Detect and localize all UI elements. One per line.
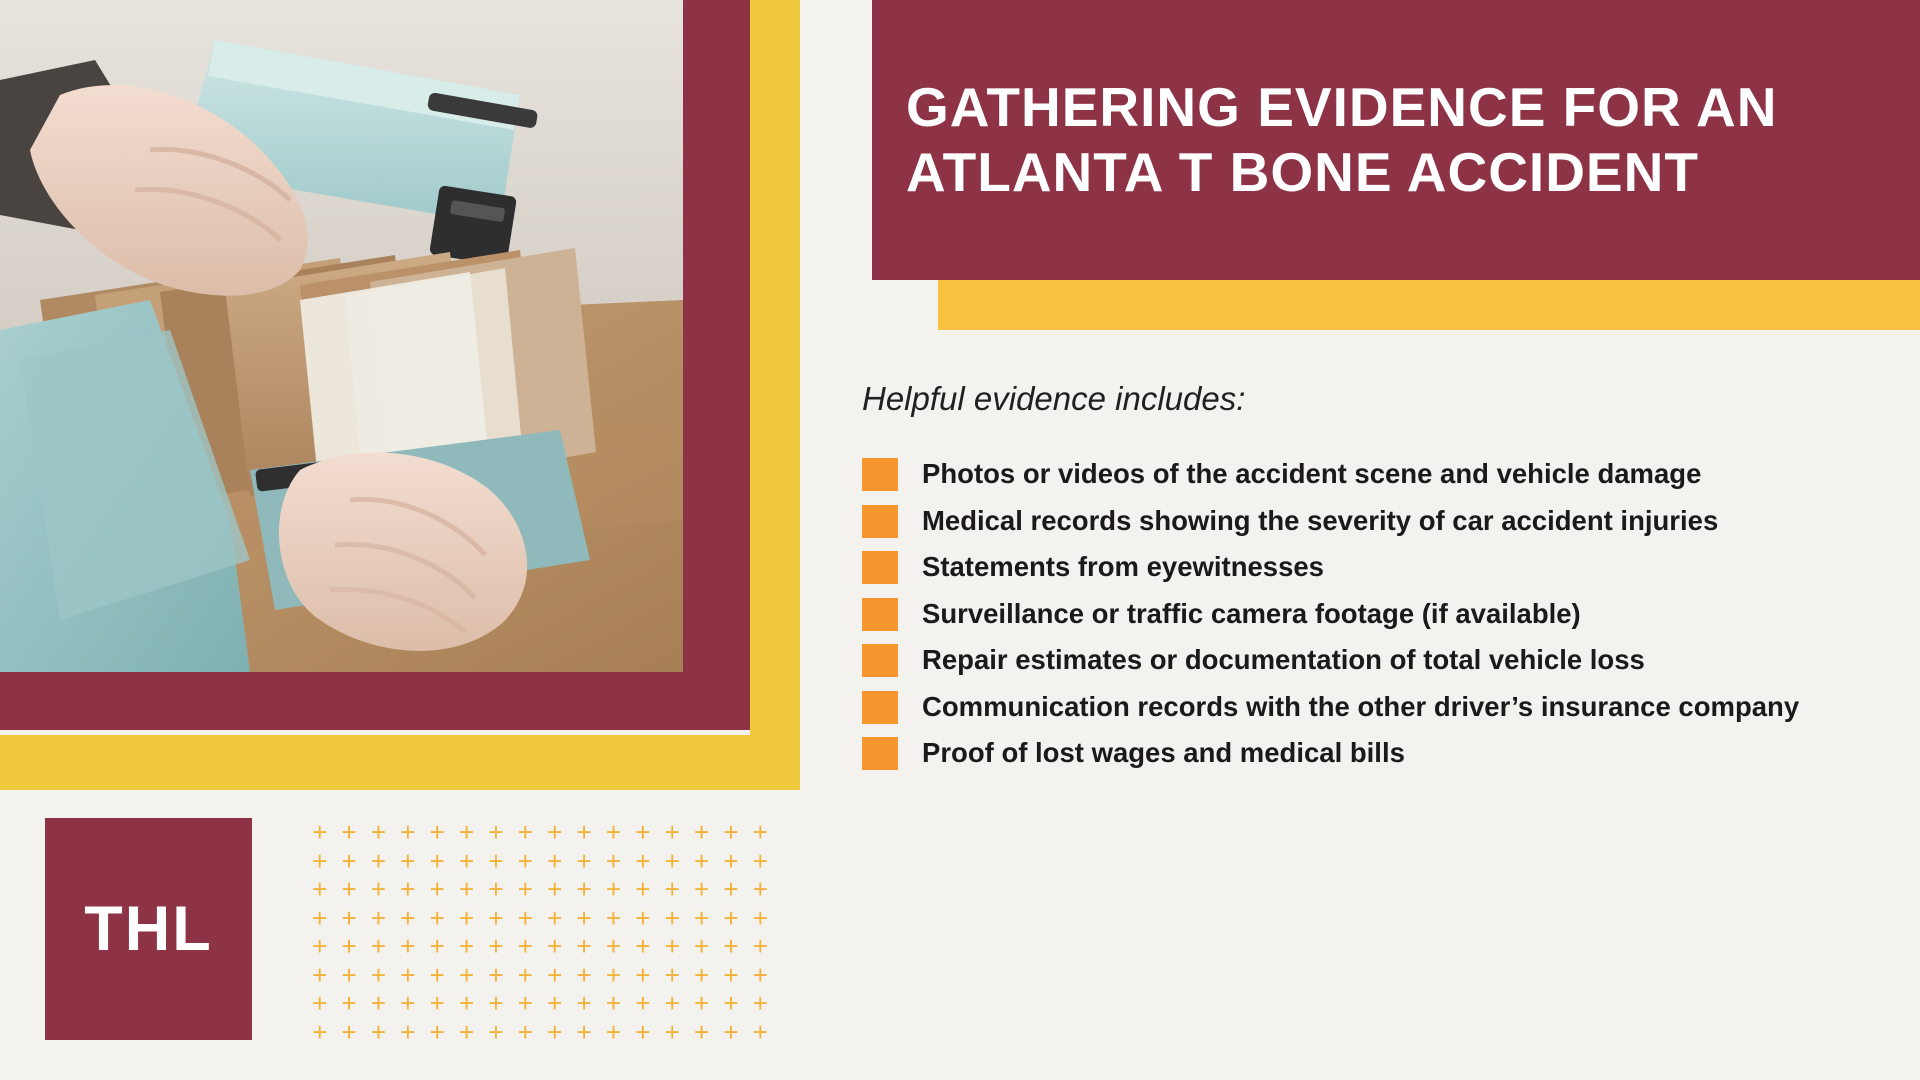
page-title: GATHERING EVIDENCE FOR AN ATLANTA T BONE ACCIDENT — [906, 76, 1778, 203]
plus-glyph: + — [723, 817, 739, 848]
plus-glyph: + — [341, 817, 357, 848]
plus-glyph: + — [341, 902, 357, 933]
plus-glyph: + — [429, 959, 445, 990]
plus-glyph: + — [635, 817, 651, 848]
plus-glyph: + — [547, 874, 563, 905]
plus-glyph: + — [693, 845, 710, 876]
list-item-label: Photos or videos of the accident scene and vehicle damage — [922, 458, 1702, 489]
plus-glyph: + — [693, 902, 710, 933]
plus-glyph: + — [693, 931, 710, 962]
plus-glyph: + — [400, 874, 416, 905]
plus-glyph: + — [488, 845, 504, 876]
plus-glyph: + — [664, 817, 680, 848]
plus-glyph: + — [576, 817, 592, 848]
plus-glyph: + — [547, 817, 563, 848]
plus-glyph: + — [576, 959, 592, 990]
plus-glyph: + — [312, 1016, 328, 1047]
list-item — [862, 638, 1902, 683]
plus-glyph: + — [341, 1016, 357, 1047]
plus-glyph: + — [752, 817, 768, 848]
plus-glyph: + — [341, 845, 357, 876]
plus-glyph: + — [723, 988, 739, 1019]
plus-glyph: + — [312, 845, 328, 876]
plus-dot-pattern — [305, 818, 775, 1046]
plus-glyph: + — [370, 931, 387, 962]
title-banner — [872, 0, 1920, 280]
plus-glyph: + — [370, 1016, 387, 1047]
plus-glyph: + — [664, 988, 680, 1019]
plus-glyph: + — [312, 931, 328, 962]
plus-glyph: + — [488, 959, 504, 990]
plus-glyph: + — [635, 874, 651, 905]
plus-glyph: + — [693, 1016, 710, 1047]
plus-glyph: + — [664, 931, 680, 962]
plus-glyph: + — [723, 902, 739, 933]
plus-glyph: + — [605, 845, 622, 876]
plus-glyph: + — [693, 874, 710, 905]
plus-glyph: + — [312, 874, 328, 905]
plus-glyph: + — [517, 817, 533, 848]
plus-glyph: + — [517, 902, 533, 933]
plus-glyph: + — [400, 931, 416, 962]
list-item-label: Communication records with the other driver’s insurance company — [922, 690, 1800, 722]
plus-glyph: + — [429, 874, 445, 905]
plus-glyph: + — [312, 959, 328, 990]
list-item — [862, 592, 1902, 637]
plus-glyph: + — [547, 1016, 563, 1047]
list-item-label: Surveillance or traffic camera footage (if available) — [922, 597, 1581, 629]
plus-glyph: + — [576, 988, 592, 1019]
plus-glyph: + — [370, 959, 387, 990]
plus-glyph: + — [488, 1016, 504, 1047]
plus-glyph: + — [693, 817, 710, 848]
plus-glyph: + — [723, 1016, 739, 1047]
plus-glyph: + — [605, 1016, 622, 1047]
subheading: Helpful evidence includes: — [862, 380, 1246, 417]
plus-glyph: + — [693, 988, 710, 1019]
plus-glyph: + — [517, 988, 533, 1019]
plus-glyph: + — [341, 959, 357, 990]
plus-glyph: + — [429, 902, 445, 933]
thl-logo-block — [45, 818, 252, 1040]
plus-glyph: + — [547, 845, 563, 876]
evidence-list — [862, 452, 1902, 778]
plus-glyph: + — [547, 959, 563, 990]
plus-glyph: + — [635, 845, 651, 876]
plus-glyph: + — [664, 959, 680, 990]
plus-glyph: + — [517, 1016, 533, 1047]
plus-glyph: + — [458, 1016, 475, 1047]
plus-glyph: + — [664, 902, 680, 933]
plus-glyph: + — [429, 988, 445, 1019]
list-item — [862, 452, 1902, 497]
plus-glyph: + — [458, 817, 475, 848]
bullet-square-icon — [862, 644, 898, 677]
plus-glyph: + — [576, 874, 592, 905]
plus-glyph: + — [488, 988, 504, 1019]
plus-glyph: + — [664, 845, 680, 876]
plus-glyph: + — [664, 1016, 680, 1047]
plus-glyph: + — [752, 959, 768, 990]
bullet-square-icon — [862, 551, 898, 584]
plus-glyph: + — [752, 874, 768, 905]
plus-glyph: + — [370, 817, 387, 848]
plus-glyph: + — [547, 931, 563, 962]
plus-glyph: + — [605, 988, 622, 1019]
plus-glyph: + — [458, 959, 475, 990]
plus-glyph: + — [341, 988, 357, 1019]
plus-glyph: + — [488, 817, 504, 848]
plus-glyph: + — [429, 1016, 445, 1047]
list-item — [862, 545, 1902, 590]
plus-glyph: + — [517, 874, 533, 905]
list-item — [862, 685, 1902, 730]
list-item-label: Proof of lost wages and medical bills — [922, 737, 1405, 769]
plus-glyph: + — [312, 902, 328, 933]
plus-glyph: + — [429, 845, 445, 876]
gold-accent-bar — [938, 280, 1920, 330]
plus-glyph: + — [723, 874, 739, 905]
thl-logo-text: THL — [84, 894, 213, 964]
plus-glyph: + — [605, 959, 622, 990]
plus-glyph: + — [458, 931, 475, 962]
plus-glyph: + — [517, 845, 533, 876]
plus-glyph: + — [517, 931, 533, 962]
plus-glyph: + — [752, 845, 768, 876]
plus-glyph: + — [312, 988, 328, 1019]
plus-glyph: + — [605, 817, 622, 848]
plus-glyph: + — [429, 817, 445, 848]
bullet-square-icon — [862, 505, 898, 538]
plus-glyph: + — [635, 959, 651, 990]
plus-glyph: + — [400, 817, 416, 848]
plus-glyph: + — [488, 931, 504, 962]
list-item — [862, 499, 1902, 544]
plus-glyph: + — [458, 988, 475, 1019]
plus-glyph: + — [723, 931, 739, 962]
plus-glyph: + — [723, 845, 739, 876]
plus-glyph: + — [341, 931, 357, 962]
plus-glyph: + — [458, 902, 475, 933]
bullet-square-icon — [862, 691, 898, 724]
plus-glyph: + — [635, 931, 651, 962]
plus-glyph: + — [752, 931, 768, 962]
plus-glyph: + — [547, 988, 563, 1019]
bullet-square-icon — [862, 737, 898, 770]
plus-glyph: + — [370, 845, 387, 876]
plus-glyph: + — [400, 902, 416, 933]
plus-glyph: + — [370, 988, 387, 1019]
plus-glyph: + — [488, 902, 504, 933]
plus-glyph: + — [370, 874, 387, 905]
plus-glyph: + — [605, 874, 622, 905]
plus-glyph: + — [547, 902, 563, 933]
plus-glyph: + — [429, 931, 445, 962]
plus-glyph: + — [576, 845, 592, 876]
plus-glyph: + — [723, 959, 739, 990]
list-item-label: Medical records showing the severity of car accident injuries — [922, 504, 1719, 536]
plus-glyph: + — [400, 1016, 416, 1047]
plus-glyph: + — [341, 874, 357, 905]
list-item-label: Repair estimates or documentation of total vehicle loss — [922, 644, 1645, 676]
plus-glyph: + — [605, 931, 622, 962]
plus-glyph: + — [635, 1016, 651, 1047]
plus-glyph: + — [312, 817, 328, 848]
plus-glyph: + — [488, 874, 504, 905]
plus-glyph: + — [576, 902, 592, 933]
bullet-square-icon — [862, 598, 898, 631]
plus-glyph: + — [693, 959, 710, 990]
plus-glyph: + — [400, 988, 416, 1019]
plus-glyph: + — [458, 845, 475, 876]
plus-glyph: + — [635, 988, 651, 1019]
plus-glyph: + — [664, 874, 680, 905]
plus-glyph: + — [576, 1016, 592, 1047]
plus-glyph: + — [576, 931, 592, 962]
plus-glyph: + — [458, 874, 475, 905]
bullet-square-icon — [862, 458, 898, 491]
file-folder-photo — [0, 0, 683, 672]
list-item-label: Statements from eyewitnesses — [922, 551, 1324, 583]
plus-glyph: + — [517, 959, 533, 990]
plus-glyph: + — [605, 902, 622, 933]
plus-glyph: + — [400, 845, 416, 876]
plus-glyph: + — [370, 902, 387, 933]
plus-glyph: + — [635, 902, 651, 933]
plus-glyph: + — [752, 1016, 768, 1047]
list-item — [862, 731, 1902, 776]
plus-glyph: + — [400, 959, 416, 990]
plus-glyph: + — [752, 902, 768, 933]
plus-glyph: + — [752, 988, 768, 1019]
